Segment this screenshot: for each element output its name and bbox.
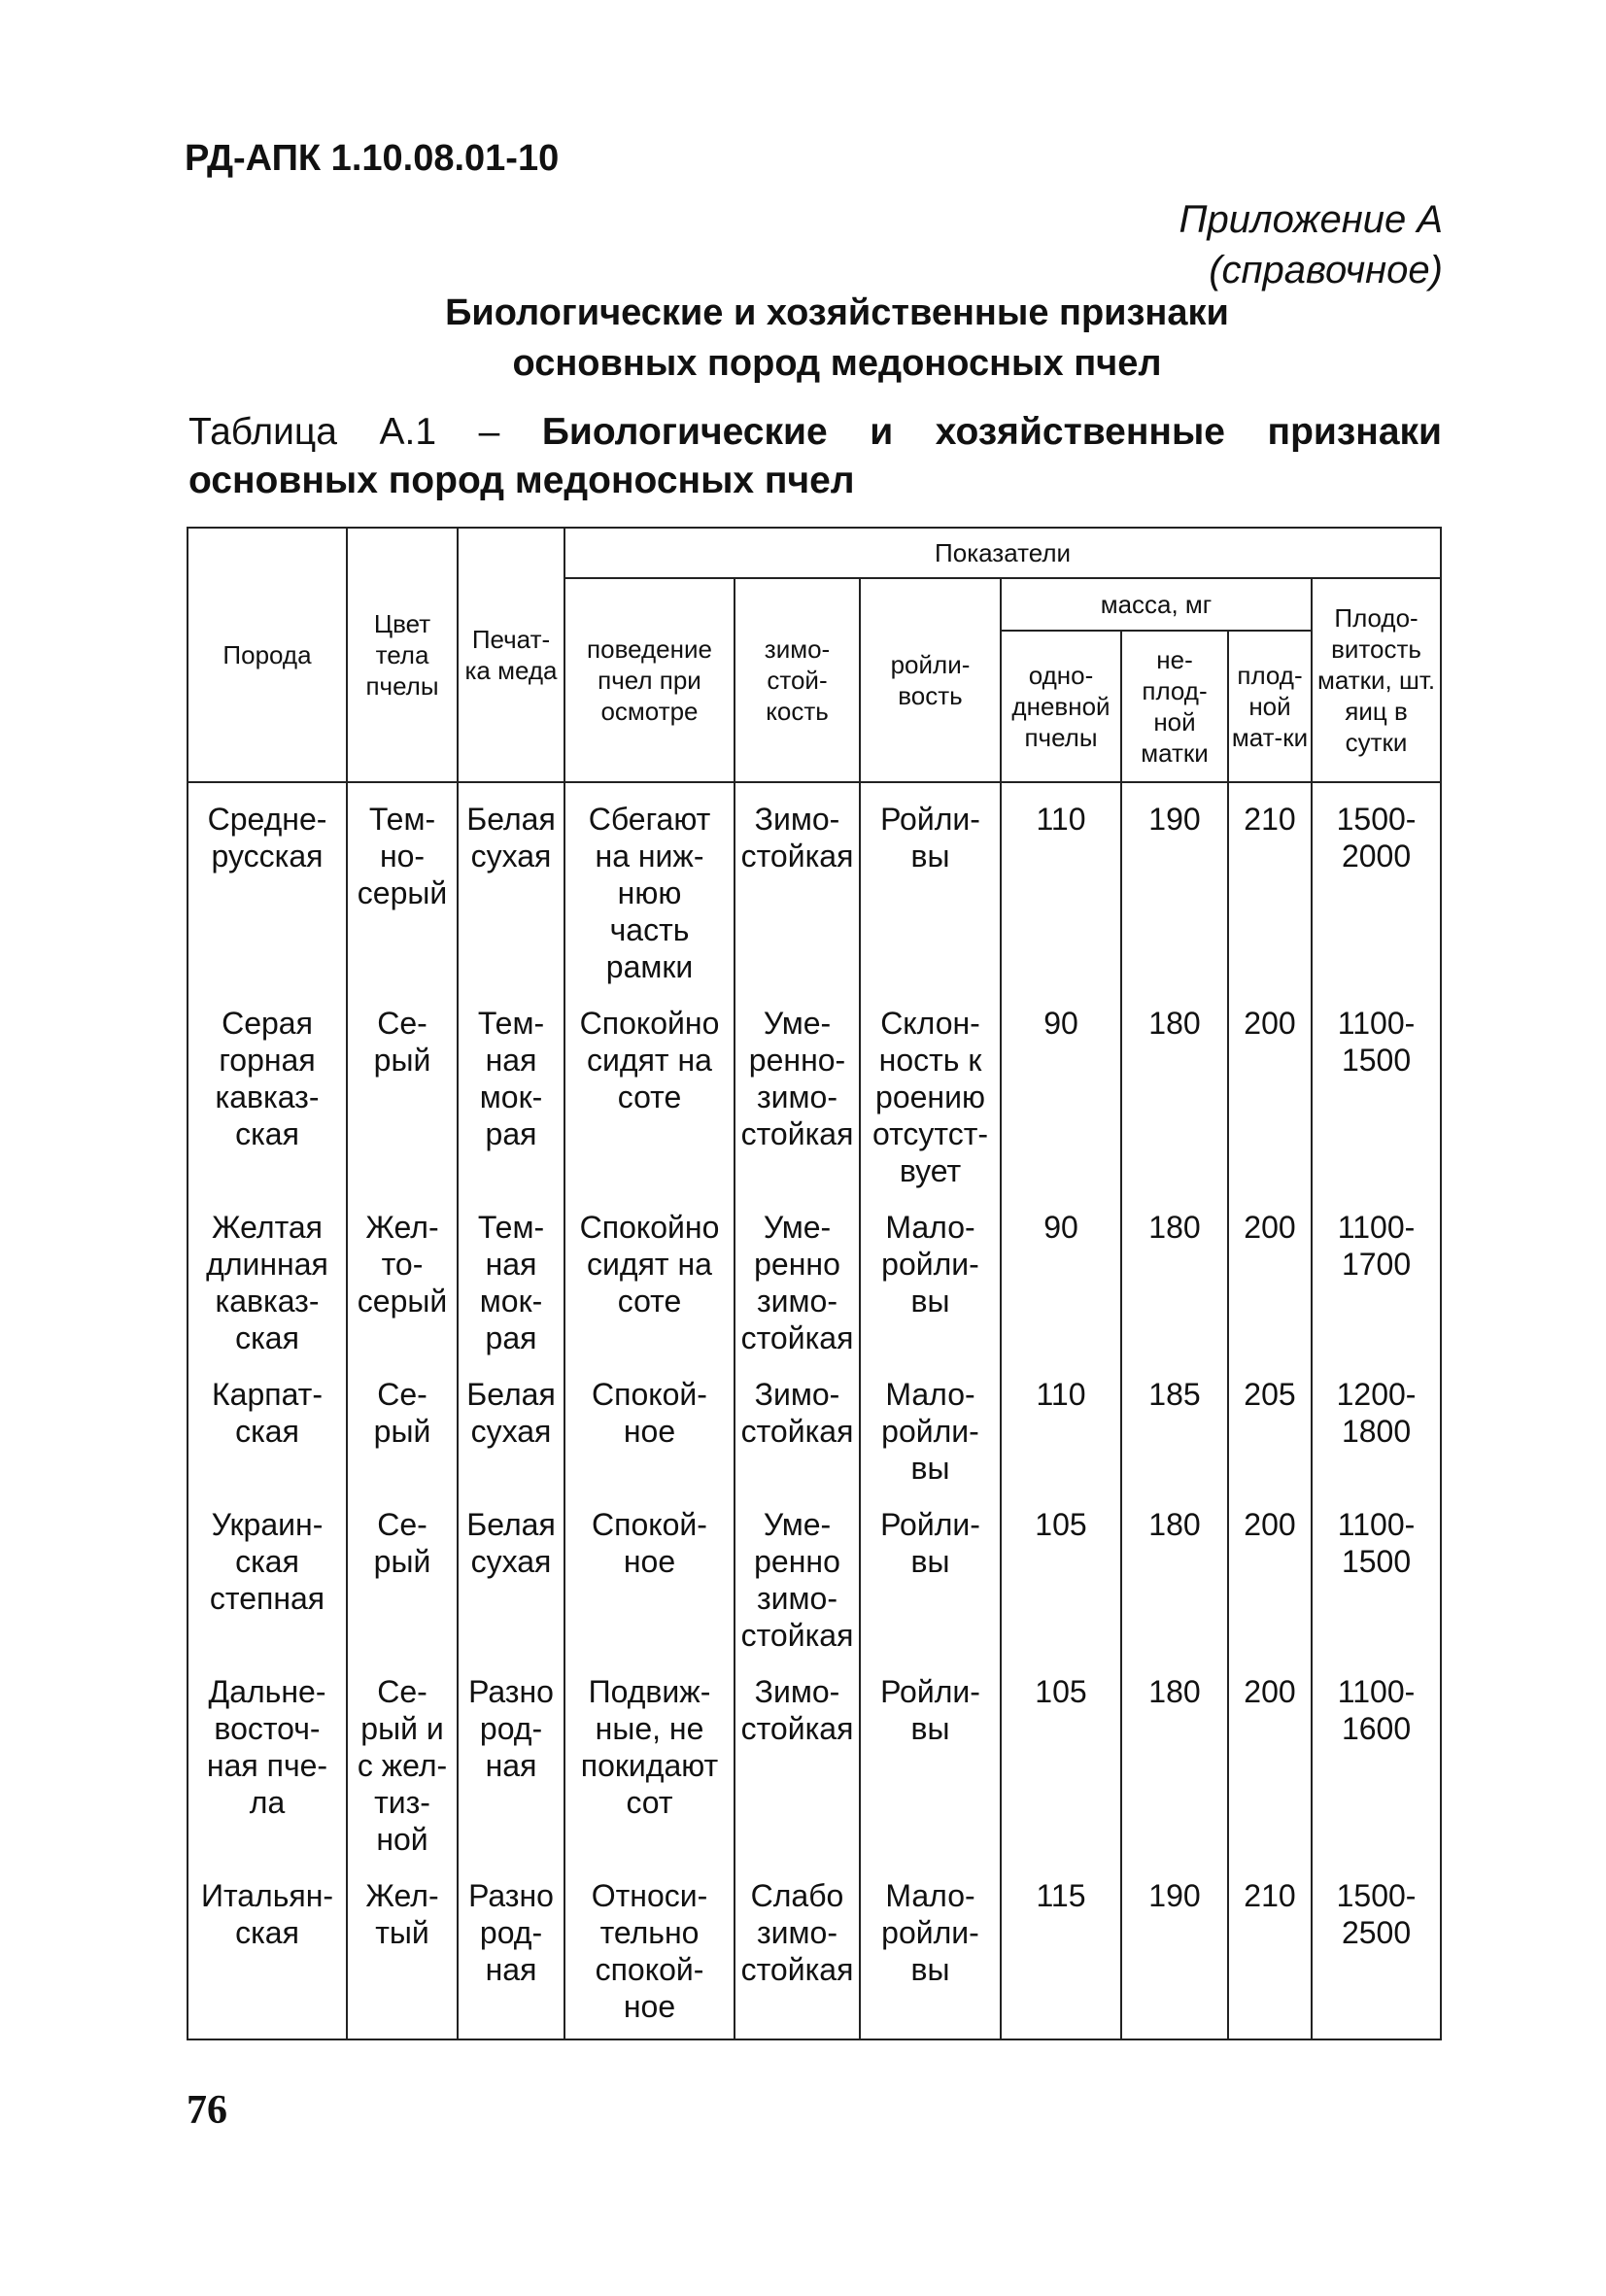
header-winter-hardiness: зимо-стой-кость (735, 578, 860, 782)
page-number: 76 (187, 2088, 227, 2133)
table-row (188, 1492, 1441, 1660)
cell-fertility: 1100- 1600 (1312, 1660, 1441, 1864)
cell-breed: Желтая длинная кавказ- ская (188, 1195, 347, 1362)
cell-swarming: Ройли- вы (860, 1492, 1001, 1660)
table-row (188, 782, 1441, 991)
cell-mass-unfertile-queen: 180 (1121, 1195, 1228, 1362)
cell-body-color: Се- рый и с жел- тиз- ной (347, 1660, 458, 1864)
cell-breed: Серая горная кавказ- ская (188, 991, 347, 1195)
table-row (188, 1864, 1441, 2039)
breeds-table (187, 527, 1442, 2040)
cell-mass-unfertile-queen: 190 (1121, 782, 1228, 991)
cell-body-color: Се- рый (347, 1492, 458, 1660)
cell-winter-hardiness: Зимо- стойкая (735, 782, 860, 991)
cell-honey-seal: Белая сухая (458, 1492, 564, 1660)
appendix-line-2: (справочное) (1209, 249, 1443, 291)
table-row (188, 1660, 1441, 1864)
cell-mass-fertile-queen: 205 (1228, 1362, 1312, 1492)
cell-mass-unfertile-queen: 190 (1121, 1864, 1228, 2039)
main-title-line-1: Биологические и хозяйственные признаки (445, 292, 1229, 333)
cell-mass-unfertile-queen: 180 (1121, 1660, 1228, 1864)
cell-winter-hardiness: Зимо- стойкая (735, 1660, 860, 1864)
cell-swarming: Ройли- вы (860, 1660, 1001, 1864)
table-caption (188, 408, 1442, 505)
cell-mass-fertile-queen: 200 (1228, 991, 1312, 1195)
cell-behavior: Подвиж- ные, не покидают сот (564, 1660, 735, 1864)
appendix-line-1: Приложение А (1179, 198, 1443, 241)
table-row (188, 1195, 1441, 1362)
cell-mass-one-day-bee: 90 (1001, 991, 1121, 1195)
cell-honey-seal: Разно род- ная (458, 1660, 564, 1864)
cell-breed: Итальян- ская (188, 1864, 347, 2039)
cell-honey-seal: Разно род- ная (458, 1864, 564, 2039)
cell-breed: Средне- русская (188, 782, 347, 991)
cell-winter-hardiness: Уме- ренно зимо- стойкая (735, 1492, 860, 1660)
cell-behavior: Спокойно сидят на соте (564, 1195, 735, 1362)
cell-mass-one-day-bee: 105 (1001, 1660, 1121, 1864)
cell-mass-one-day-bee: 115 (1001, 1864, 1121, 2039)
cell-honey-seal: Тем- ная мок- рая (458, 1195, 564, 1362)
cell-mass-unfertile-queen: 180 (1121, 991, 1228, 1195)
cell-behavior: Сбегают на ниж- нюю часть рамки (564, 782, 735, 991)
cell-mass-one-day-bee: 110 (1001, 782, 1121, 991)
cell-winter-hardiness: Зимо- стойкая (735, 1362, 860, 1492)
cell-mass-one-day-bee: 105 (1001, 1492, 1121, 1660)
header-mass: масса, мг (1001, 578, 1312, 631)
cell-swarming: Ройли- вы (860, 782, 1001, 991)
cell-mass-one-day-bee: 90 (1001, 1195, 1121, 1362)
document-code: РД-АПК 1.10.08.01-10 (185, 138, 560, 179)
cell-honey-seal: Белая сухая (458, 1362, 564, 1492)
header-breed: Порода (188, 528, 347, 782)
cell-fertility: 1100- 1700 (1312, 1195, 1441, 1362)
header-indicators: Показатели (564, 528, 1441, 578)
cell-mass-fertile-queen: 200 (1228, 1195, 1312, 1362)
cell-swarming: Мало- ройли- вы (860, 1864, 1001, 2039)
cell-behavior: Спокой- ное (564, 1362, 735, 1492)
cell-winter-hardiness: Уме- ренно зимо- стойкая (735, 1195, 860, 1362)
cell-swarming: Склон- ность к роению отсутст- вует (860, 991, 1001, 1195)
table-caption-title: Биологические и хозяйственные признаки основных пород медоносных пчел (188, 411, 1442, 501)
cell-winter-hardiness: Слабо зимо- стойкая (735, 1864, 860, 2039)
cell-honey-seal: Белая сухая (458, 782, 564, 991)
cell-breed: Украин- ская степная (188, 1492, 347, 1660)
header-body-color: Цвет тела пчелы (347, 528, 458, 782)
cell-mass-fertile-queen: 210 (1228, 1864, 1312, 2039)
cell-mass-unfertile-queen: 185 (1121, 1362, 1228, 1492)
cell-mass-unfertile-queen: 180 (1121, 1492, 1228, 1660)
header-honey-seal: Печат-ка меда (458, 528, 564, 782)
main-title-line-2: основных пород медоносных пчел (512, 343, 1162, 384)
cell-body-color: Тем- но- серый (347, 782, 458, 991)
cell-breed: Дальне- восточ- ная пче- ла (188, 1660, 347, 1864)
cell-swarming: Мало- ройли- вы (860, 1362, 1001, 1492)
cell-body-color: Жел- тый (347, 1864, 458, 2039)
cell-fertility: 1500- 2000 (1312, 782, 1441, 991)
cell-behavior: Относи- тельно спокой- ное (564, 1864, 735, 2039)
cell-fertility: 1100- 1500 (1312, 1492, 1441, 1660)
table-row (188, 1362, 1441, 1492)
cell-body-color: Жел- то- серый (347, 1195, 458, 1362)
cell-behavior: Спокой- ное (564, 1492, 735, 1660)
header-swarming: ройли-вость (860, 578, 1001, 782)
cell-breed: Карпат- ская (188, 1362, 347, 1492)
cell-honey-seal: Тем- ная мок- рая (458, 991, 564, 1195)
table-header (188, 528, 1441, 782)
cell-winter-hardiness: Уме- ренно- зимо- стойкая (735, 991, 860, 1195)
header-fertility: Плодо-витость матки, шт. яиц в сутки (1312, 578, 1441, 782)
table-body (188, 782, 1441, 2039)
header-unfertile-queen: не-плод-ной матки (1121, 631, 1228, 782)
header-fertile-queen: плод-ной мат-ки (1228, 631, 1312, 782)
cell-mass-fertile-queen: 200 (1228, 1492, 1312, 1660)
table-row (188, 991, 1441, 1195)
cell-mass-fertile-queen: 210 (1228, 782, 1312, 991)
cell-fertility: 1200- 1800 (1312, 1362, 1441, 1492)
cell-swarming: Мало- ройли- вы (860, 1195, 1001, 1362)
cell-mass-one-day-bee: 110 (1001, 1362, 1121, 1492)
table-caption-label: Таблица А.1 – (188, 411, 542, 453)
cell-body-color: Се- рый (347, 1362, 458, 1492)
cell-behavior: Спокойно сидят на соте (564, 991, 735, 1195)
header-behavior: поведение пчел при осмотре (564, 578, 735, 782)
appendix-label (1179, 194, 1443, 295)
cell-mass-fertile-queen: 200 (1228, 1660, 1312, 1864)
header-one-day-bee: одно-дневной пчелы (1001, 631, 1121, 782)
cell-fertility: 1500- 2500 (1312, 1864, 1441, 2039)
cell-fertility: 1100- 1500 (1312, 991, 1441, 1195)
main-title (0, 288, 1606, 389)
cell-body-color: Се- рый (347, 991, 458, 1195)
